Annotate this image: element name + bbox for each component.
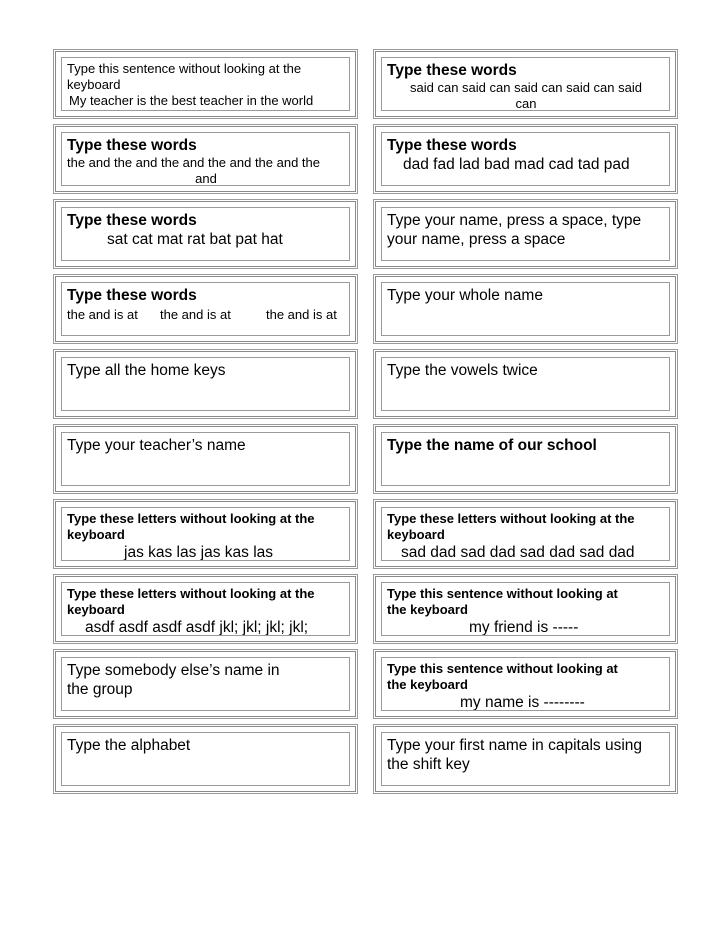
card-instruction: the keyboard: [387, 677, 468, 692]
card-instruction: Type these letters without looking at the: [387, 511, 635, 526]
task-card-19: [55, 726, 356, 792]
card-instruction: Type this sentence without looking at: [387, 661, 618, 676]
task-card-10: [375, 351, 676, 417]
card-instruction: keyboard: [67, 77, 121, 92]
card-title: Type these words: [67, 212, 197, 229]
card-title: Type these words: [387, 137, 517, 154]
task-card-18: [375, 651, 676, 717]
card-content: My teacher is the best teacher in the world: [69, 93, 314, 108]
card-instruction: Type all the home keys: [67, 362, 226, 379]
task-card-2: [375, 51, 676, 117]
card-instruction: keyboard: [387, 527, 445, 542]
card-content: said can said can said can said can said: [410, 80, 642, 95]
card-instruction: Type your teacher’s name: [67, 437, 246, 454]
task-card-5: [55, 201, 356, 267]
card-instruction: keyboard: [67, 602, 125, 617]
card-content: can: [515, 96, 537, 111]
card-content: sat cat mat rat bat pat hat: [107, 231, 283, 248]
card-content: the and is at: [67, 307, 138, 322]
card-content: dad fad lad bad mad cad tad pad: [403, 156, 630, 173]
task-card-13: [55, 501, 356, 567]
card-instruction: Type somebody else’s name in the group: [67, 662, 280, 698]
card-title: Type these words: [387, 62, 517, 79]
card-instruction: the keyboard: [387, 602, 468, 617]
task-card-1: [55, 51, 356, 117]
card-content: the and the and the and the and the and the: [67, 155, 320, 170]
card-content: asdf asdf asdf asdf jkl; jkl; jkl; jkl;: [85, 619, 309, 636]
card-instruction: Type this sentence without looking at: [387, 586, 618, 601]
task-card-8: [375, 276, 676, 342]
card-instruction: Type your name, press a space, type your name, press a space: [387, 212, 642, 248]
card-content: jas kas las jas kas las: [124, 544, 274, 561]
task-card-20: [375, 726, 676, 792]
task-card-4: [375, 126, 676, 192]
card-content: the and is at: [266, 307, 337, 322]
card-title: Type these words: [67, 287, 197, 304]
task-card-11: [55, 426, 356, 492]
card-content: sad dad sad dad sad dad sad dad: [401, 544, 635, 561]
card-content: my name is --------: [460, 694, 585, 711]
task-card-12: [375, 426, 676, 492]
card-instruction: Type your first name in capitals using the shift key: [387, 737, 643, 773]
card-content: my friend is -----: [469, 619, 579, 636]
card-content: the and is at: [160, 307, 231, 322]
task-card-16: [375, 576, 676, 642]
card-instruction: Type the name of our school: [387, 437, 597, 454]
task-card-3: [55, 126, 356, 192]
card-title: Type these words: [67, 137, 197, 154]
task-card-17: [55, 651, 356, 717]
card-instruction: Type the alphabet: [67, 737, 191, 754]
task-card-9: [55, 351, 356, 417]
card-instruction: Type these letters without looking at the: [67, 586, 315, 601]
card-instruction: Type your whole name: [387, 287, 543, 304]
card-content: and: [195, 171, 217, 186]
task-card-6: [375, 201, 676, 267]
task-card-14: [375, 501, 676, 567]
card-instruction: Type the vowels twice: [387, 362, 538, 379]
card-instruction: Type this sentence without looking at the: [67, 61, 302, 76]
card-instruction: keyboard: [67, 527, 125, 542]
card-instruction: Type these letters without looking at the: [67, 511, 315, 526]
task-card-7: [55, 276, 356, 342]
task-card-15: [55, 576, 356, 642]
